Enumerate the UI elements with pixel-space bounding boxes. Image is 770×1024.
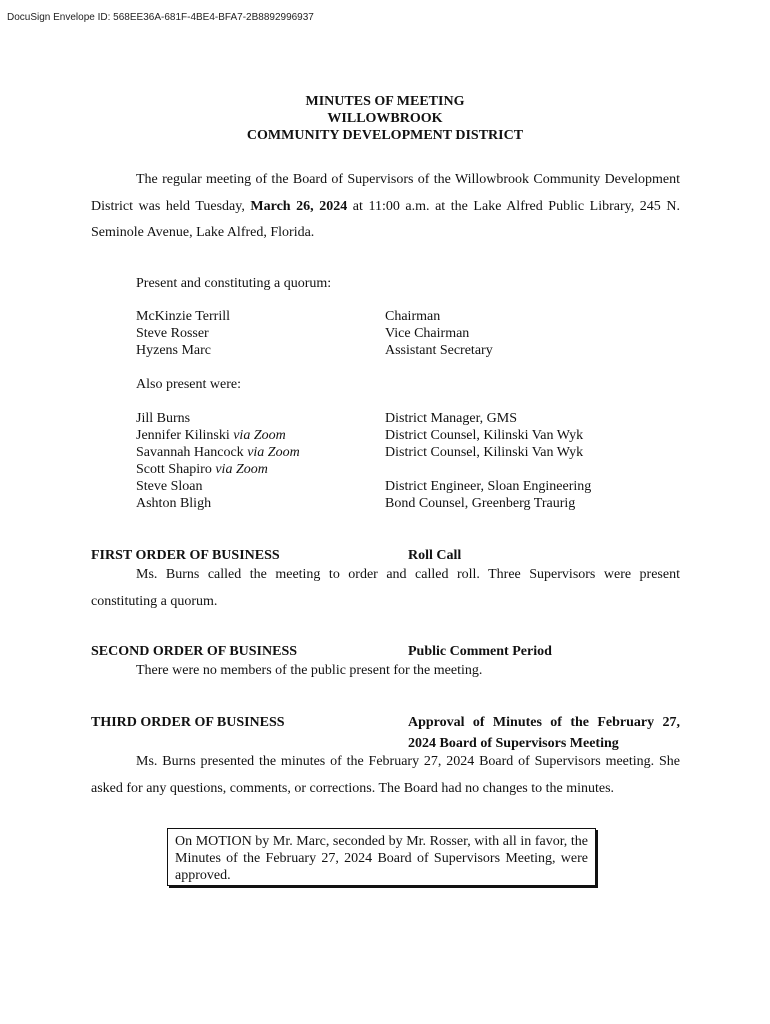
quorum-name: Steve Rosser — [136, 326, 209, 341]
attendee-name — [136, 427, 286, 444]
intro-text-after: at 11:00 a.m. at the Lake Alfred Public Library, 245 N. Seminole Avenue, Lake Alfred, Florida. — [91, 198, 680, 240]
first-order-subject: Roll Call — [408, 548, 462, 563]
docusign-envelope-id: DocuSign Envelope ID: 568EE36A-681F-4BE4-BFA7-2B8892996937 — [7, 12, 314, 23]
attendee-name-text: Jennifer Kilinski — [136, 428, 234, 443]
also-present-label: Also present were: — [136, 377, 241, 392]
first-order-heading: FIRST ORDER OF BUSINESS — [91, 548, 280, 563]
intro-paragraph — [91, 167, 680, 247]
attendee-role: District Manager, GMS — [385, 411, 518, 426]
attendee-name-text: Steve Sloan — [136, 479, 203, 494]
second-order-subject: Public Comment Period — [408, 644, 552, 659]
title-line-2: WILLOWBROOK — [327, 111, 443, 126]
attendee-role: District Counsel, Kilinski Van Wyk — [385, 445, 584, 460]
attendee-name-text: Scott Shapiro — [136, 462, 216, 477]
quorum-name: McKinzie Terrill — [136, 309, 231, 324]
attendee-role: District Engineer, Sloan Engineering — [385, 479, 592, 494]
quorum-label: Present and constituting a quorum: — [136, 276, 332, 291]
third-order-text: Ms. Burns presented the minutes of the February 27, 2024 Board of Supervisors meeting. She asked for any questions, comments, or corrections. The Board had no changes to the minutes. — [91, 754, 680, 796]
attendee-name — [136, 495, 211, 512]
attendee-via: via Zoom — [215, 462, 268, 477]
attendee-via: via Zoom — [247, 445, 300, 460]
quorum-name: Hyzens Marc — [136, 343, 212, 358]
third-order-heading: THIRD ORDER OF BUSINESS — [91, 715, 285, 730]
attendee-role: District Counsel, Kilinski Van Wyk — [385, 428, 584, 443]
attendee-name-text: Savannah Hancock — [136, 445, 248, 460]
document-title — [0, 93, 770, 144]
attendee-name — [136, 444, 300, 461]
second-order-heading: SECOND ORDER OF BUSINESS — [91, 644, 298, 659]
quorum-role: Assistant Secretary — [385, 343, 493, 358]
intro-text-before: The regular meeting of the Board of Supervisors of the Willowbrook Community Development District was held Tuesday, — [91, 172, 680, 214]
attendee-via: via Zoom — [233, 428, 286, 443]
meeting-date: March 26, 2024 — [250, 198, 348, 214]
second-order-text: There were no members of the public present for the meeting. — [136, 663, 483, 678]
attendee-name — [136, 410, 190, 427]
motion-box: On MOTION by Mr. Marc, seconded by Mr. Rosser, with all in favor, the Minutes of the February 27, 2024 Board of Supervisors Meeting, were approved. — [167, 828, 596, 886]
third-order-subject: Approval of Minutes of the February 27, 2024 Board of Supervisors Meeting — [408, 715, 680, 751]
attendee-role: Bond Counsel, Greenberg Traurig — [385, 496, 576, 511]
title-line-1: MINUTES OF MEETING — [305, 94, 465, 109]
attendee-name — [136, 461, 268, 478]
attendee-name — [136, 478, 203, 495]
first-order-text: Ms. Burns called the meeting to order and called roll. Three Supervisors were present constituting a quorum. — [91, 567, 680, 609]
attendee-name-text: Jill Burns — [136, 411, 191, 426]
quorum-role: Chairman — [385, 309, 441, 324]
title-line-3: COMMUNITY DEVELOPMENT DISTRICT — [246, 128, 524, 143]
quorum-role: Vice Chairman — [385, 326, 470, 341]
attendee-name-text: Ashton Bligh — [136, 496, 212, 511]
